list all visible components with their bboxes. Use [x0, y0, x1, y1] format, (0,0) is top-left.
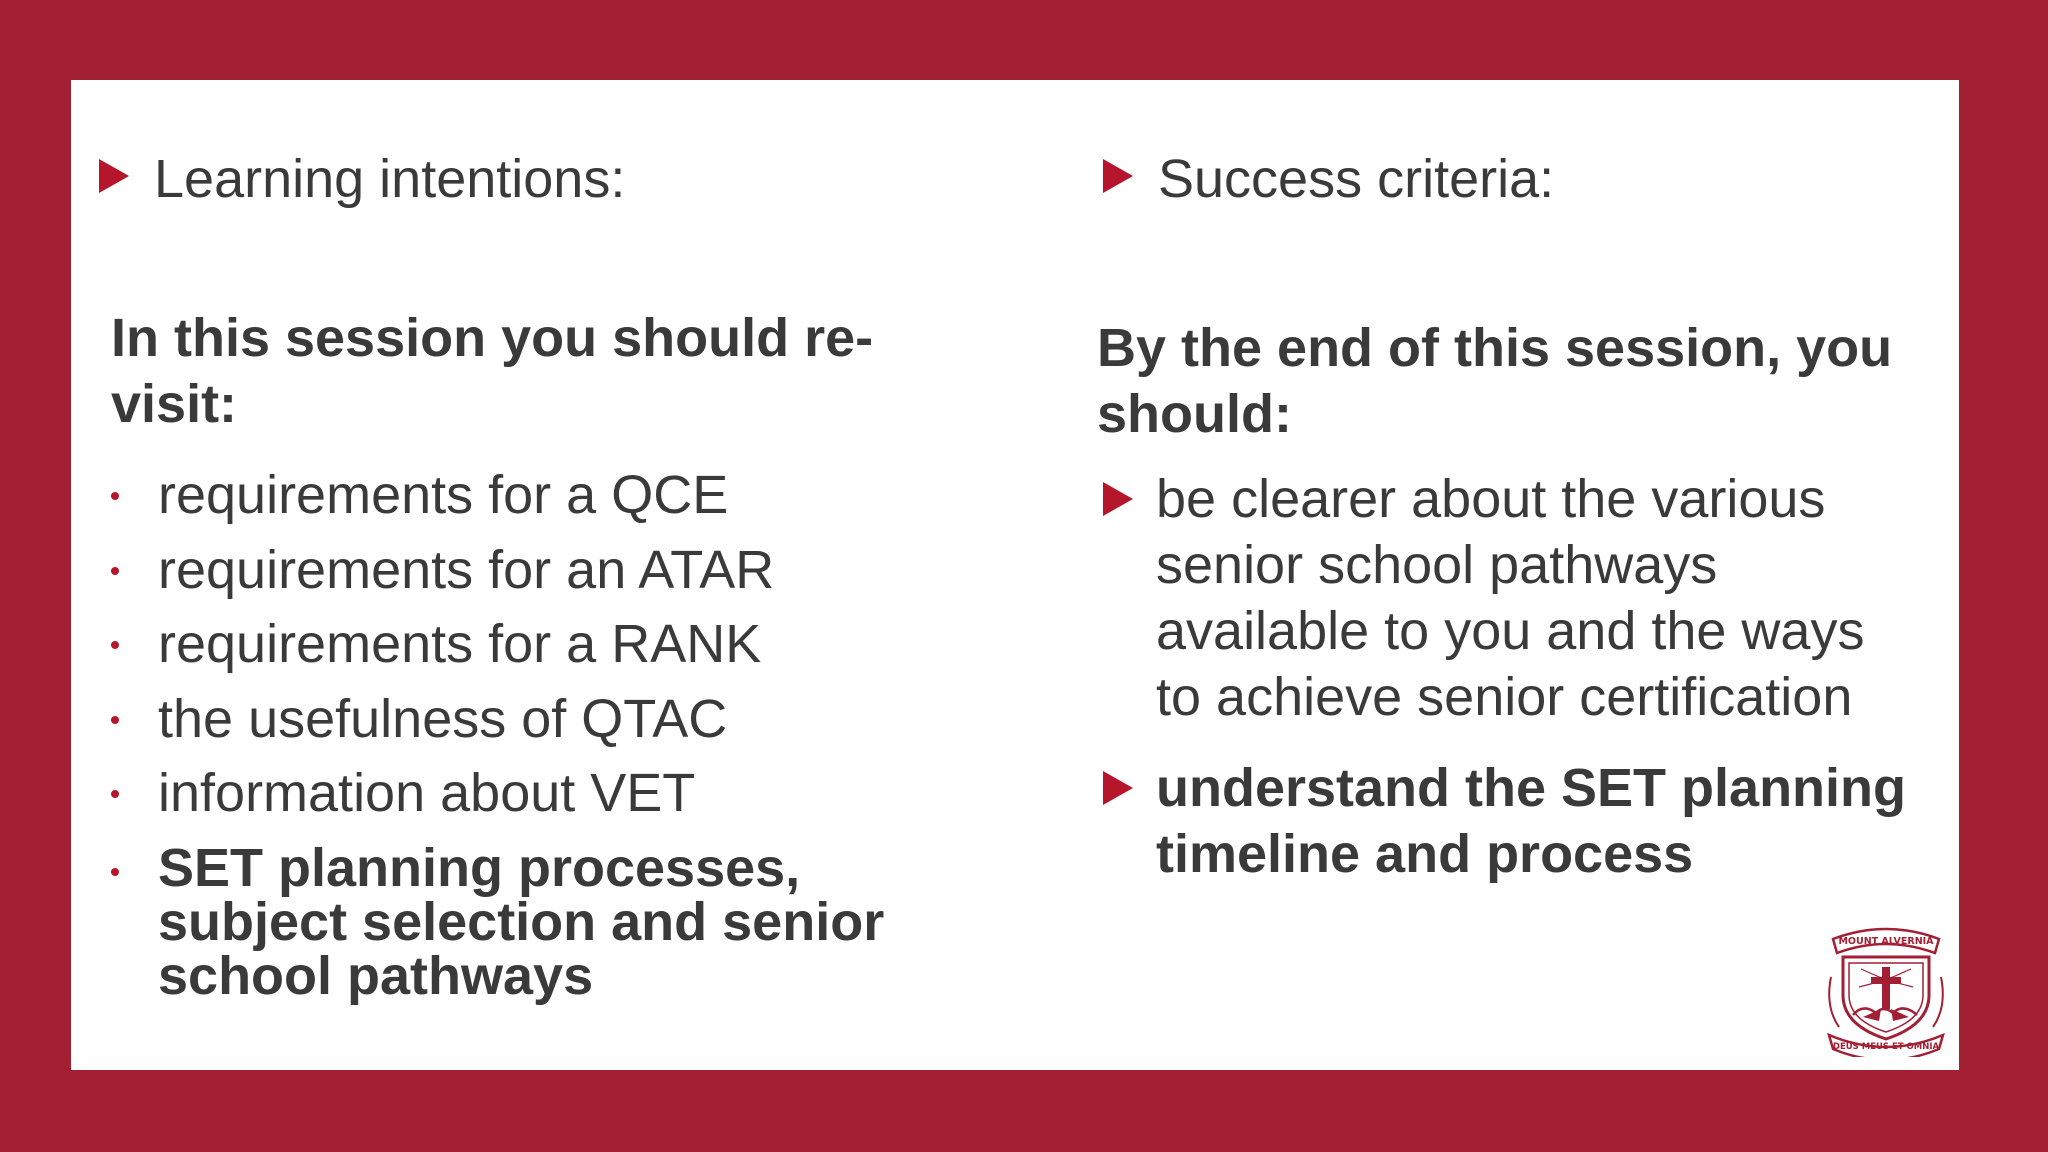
list-item: SET planning processes, subject selection and senior school pathways	[111, 831, 918, 1003]
bullet-dot-icon	[111, 716, 119, 724]
bullet-dot-icon	[111, 868, 119, 876]
list-item: requirements for a RANK	[111, 607, 918, 682]
logo-motto-text: DEUS MEUS ET OMNIA	[1832, 1042, 1940, 1052]
bullet-dot-icon	[111, 790, 119, 798]
success-criterion-item: be clearer about the various senior school pathways available to you and the ways to achieve senior certification	[1156, 469, 1865, 727]
triangle-bullet-icon	[99, 159, 129, 193]
left-intro-text: In this session you should re-visit:	[111, 308, 874, 434]
bullet-dot-icon	[111, 567, 119, 575]
right-intro-text: By the end of this session, you should:	[1097, 318, 1893, 444]
list-item: the usefulness of QTAC	[111, 682, 918, 757]
success-criterion-item: understand the SET planning timeline and process	[1156, 758, 1907, 884]
learning-intentions-heading: Learning intentions:	[154, 149, 626, 209]
list-item: requirements for an ATAR	[111, 533, 918, 608]
learning-intentions-list	[111, 458, 918, 1006]
bullet-dot-icon	[111, 641, 119, 649]
slide-panel	[71, 80, 1959, 1070]
bullet-dot-icon	[111, 492, 119, 500]
triangle-bullet-icon	[1103, 771, 1133, 805]
triangle-bullet-icon	[1103, 159, 1133, 193]
success-criteria-heading: Success criteria:	[1158, 149, 1555, 209]
school-crest-icon	[1821, 917, 1951, 1057]
list-item: requirements for a QCE	[111, 458, 918, 533]
list-item: information about VET	[111, 756, 918, 831]
logo-top-text: MOUNT ALVERNIA	[1838, 936, 1934, 947]
triangle-bullet-icon	[1103, 482, 1133, 516]
